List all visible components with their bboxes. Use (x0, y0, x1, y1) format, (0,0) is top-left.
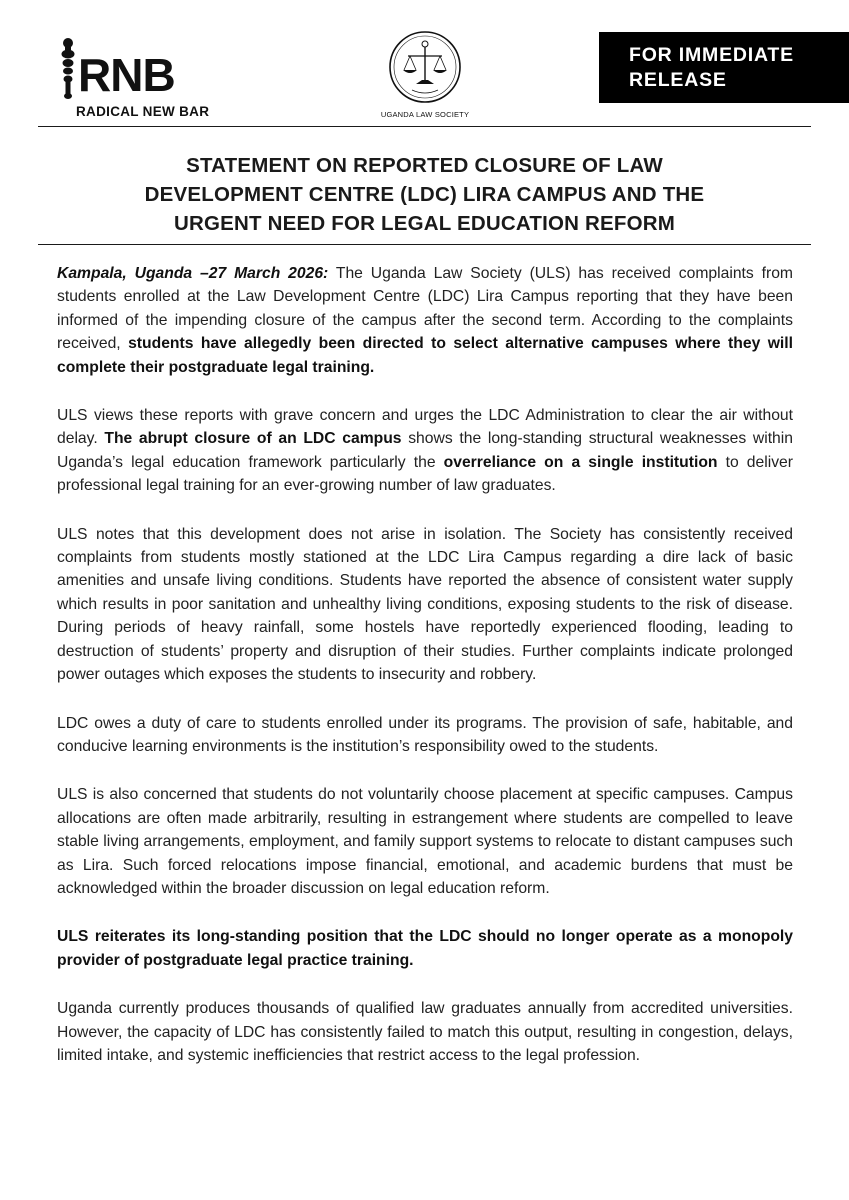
paragraph-2-text-b: shows the long-standing structural weaknesses within Uganda’s legal education framework particularly the (57, 430, 793, 471)
paragraph-1-bold: students have allegedly been directed to select alternative campuses where they will complete their postgraduate legal training. (57, 335, 793, 376)
rnb-caption: RADICAL NEW BAR (76, 104, 210, 119)
paragraph-5: ULS is also concerned that students do not voluntarily choose placement at specific campuses. Campus allocations are often made arbitrarily, resulting in estrangement where students are compelled to leave stable living arrangements, employment, and family support systems to relocate to distant campuses such as Lira. Such forced relocations impose financial, emotional, and academic burdens that must be acknowledged within the broader discussion on legal education reform. (57, 786, 793, 897)
scales-of-justice-seal-icon (388, 30, 462, 104)
paragraph-6-position-statement: ULS reiterates its long-standing position that the LDC should no longer operate as a monopoly provider of postgraduate legal practice training. (57, 928, 793, 969)
title-line-1: STATEMENT ON REPORTED CLOSURE OF LAW (186, 154, 663, 177)
paragraph-2-text-c: to deliver professional legal training for an ever-growing number of law graduates. (57, 453, 793, 495)
rnb-logo-letters: RNB (78, 49, 175, 100)
paragraph-3: ULS notes that this development does not arise in isolation. The Society has consistently received complaints from students mostly stationed at the LDC Lira Campus regarding a dire lack of basic amenities and unsafe living conditions. Students have reported the absence of consistent water supply which results in poor sanitation and unhealthy living conditions, exposing students to the risk of disease. During periods of heavy rainfall, some hostels have reportedly experienced flooding, leading to destruction of students’ property and disruption of their studies. Further complaints indicate prolonged power outages which exposes the students to insecurity and robbery. (57, 525, 793, 684)
dateline: Kampala, Uganda –27 March 2026: (57, 265, 329, 282)
paragraph-2-bold-a: The abrupt closure of an LDC campus (104, 430, 402, 448)
rnb-wordmark-icon (56, 38, 216, 100)
rnb-logo (56, 38, 216, 120)
uls-caption: UGANDA LAW SOCIETY (380, 110, 470, 119)
paragraph-7: Uganda currently produces thousands of qualified law graduates annually from accredited universities. However, the capacity of LDC has consistently failed to match this output, resulting in congestion, delays, limited intake, and systemic inefficiencies that restrict access to the legal profession. (57, 1000, 793, 1064)
title-top-divider (38, 126, 811, 127)
paragraph-4: LDC owes a duty of care to students enrolled under its programs. The provision of safe, habitable, and conducive learning environments is the institution’s responsibility owed to the students. (57, 714, 793, 755)
uls-logo (380, 30, 470, 122)
paragraph-2-text-a: ULS views these reports with grave concern and urges the LDC Administration to clear the air without delay. (57, 407, 793, 448)
release-line-1: FOR IMMEDIATE (629, 44, 794, 66)
statement-body (57, 262, 793, 1092)
title-bottom-divider (38, 244, 811, 245)
paragraph-2-bold-b: overreliance on a single institution (443, 453, 718, 471)
for-immediate-release-badge (599, 32, 849, 103)
paragraph-2 (57, 404, 793, 498)
title-line-3: URGENT NEED FOR LEGAL EDUCATION REFORM (173, 212, 676, 235)
title-line-2: DEVELOPMENT CENTRE (LDC) LIRA CAMPUS AND THE (144, 183, 705, 206)
letterhead (0, 0, 849, 125)
statement-title (60, 151, 789, 238)
release-line-2: RELEASE (629, 69, 727, 91)
paragraph-1 (57, 262, 793, 379)
paragraph-1-text: The Uganda Law Society (ULS) has received complaints from students enrolled at the Law Development Centre (LDC) Lira Campus reporting that they have been informed of the impending closure of the campus after the second term. According to the complaints received, (57, 265, 793, 353)
